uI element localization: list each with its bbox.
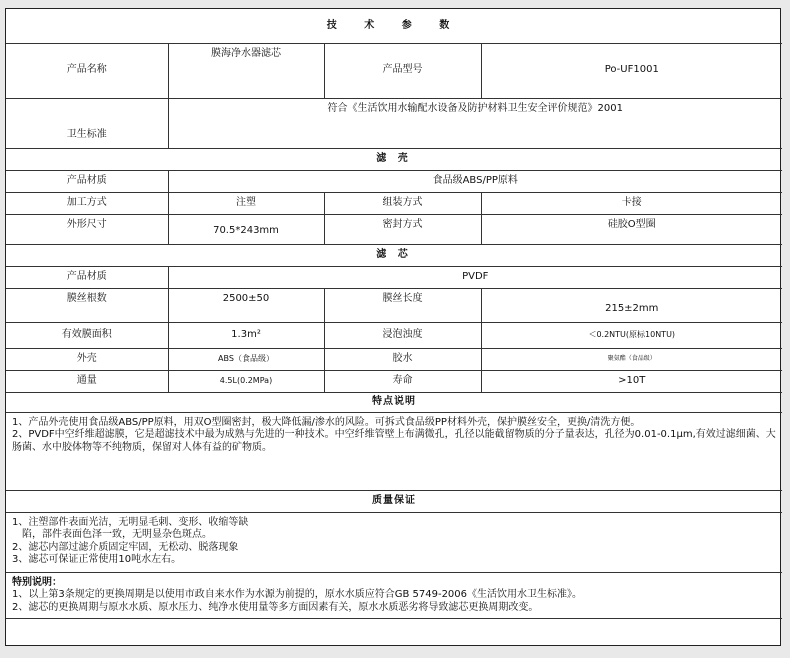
quality-text [6, 512, 782, 572]
features-section-row [6, 392, 782, 412]
core-count-value: 2500±50 [168, 288, 324, 322]
core-length-value: 215±2mm [481, 288, 782, 322]
spec-table [6, 9, 782, 619]
features-text [6, 412, 782, 490]
features-section-title: 特点说明 [6, 392, 782, 412]
shell-size-row [6, 214, 782, 244]
core-life-value: >10T [481, 370, 782, 392]
quality-row [6, 512, 782, 572]
core-count-label: 膜丝根数 [6, 288, 168, 322]
notes-row [6, 572, 782, 619]
product-model-value: Po-UF1001 [481, 43, 782, 98]
core-turbidity-value: ＜0.2NTU(原标10NTU) [481, 322, 782, 348]
shell-size-value: 70.5*243mm [168, 214, 324, 244]
core-turbidity-label: 浸泡浊度 [324, 322, 481, 348]
product-name-value: 膜海净水器滤芯 [168, 43, 324, 98]
page-title: 技 术 参 数 [6, 9, 782, 43]
core-material-value: PVDF [168, 266, 782, 288]
shell-section-title: 滤 壳 [6, 148, 782, 170]
notes-line-1: 1、以上第3条规定的更换周期是以使用市政自来水作为水源为前提的，原水水质应符合GB 5749-2006《生活饮用水卫生标准》。 [12, 589, 583, 600]
spec-sheet [5, 8, 781, 646]
notes-text [6, 572, 782, 619]
shell-process-label: 加工方式 [6, 192, 168, 214]
quality-line-3: 3、滤芯可保证正常使用10吨水左右。 [12, 554, 182, 565]
features-line-1: 1、产品外壳使用食品级ABS/PP原料，用双O型圈密封，极大降低漏/渗水的风险。可拆式食品级PP材料外壳，保护膜丝安全，更换/清洗方便。 [12, 416, 641, 428]
product-model-label: 产品型号 [324, 43, 481, 98]
core-life-label: 寿命 [324, 370, 481, 392]
features-row [6, 412, 782, 490]
features-line-2: 2、PVDF中空纤维超滤膜，它是超滤技术中最为成熟与先进的一种技术。中空纤维管壁上布满微孔，孔径以能截留物质的分子量表达，孔径为0.01-0.1μm,有效过滤细菌、大肠菌、水中胶体物等不纯物质，保留对人体有益的矿物质。 [12, 429, 776, 453]
shell-section-row [6, 148, 782, 170]
shell-material-row [6, 170, 782, 192]
core-flux-label: 通量 [6, 370, 168, 392]
core-material-label: 产品材质 [6, 266, 168, 288]
product-name-label: 产品名称 [6, 43, 168, 98]
shell-assembly-value: 卡接 [481, 192, 782, 214]
title-row [6, 9, 782, 43]
core-length-label: 膜丝长度 [324, 288, 481, 322]
core-area-label: 有效膜面积 [6, 322, 168, 348]
core-count-row [6, 288, 782, 322]
quality-line-2: 2、滤芯内部过滤介质固定牢固，无松动、脱落现象 [12, 541, 239, 553]
core-section-row [6, 244, 782, 266]
notes-line-2: 2、滤芯的更换周期与原水水质、原水压力、纯净水使用量等多方面因素有关，原水水质恶劣将导致滤芯更换周期改变。 [12, 601, 539, 613]
standard-row [6, 98, 782, 148]
core-housing-row [6, 348, 782, 370]
quality-line-1: 1、注塑部件表面光洁，无明显毛刺、变形、收缩等缺 [12, 516, 249, 528]
shell-seal-label: 密封方式 [324, 214, 481, 244]
core-area-value: 1.3m² [168, 322, 324, 348]
core-flux-value: 4.5L(0.2MPa) [168, 370, 324, 392]
standard-value: 符合《生活饮用水输配水设备及防护材料卫生安全评价规范》2001 [168, 98, 782, 148]
core-flux-row [6, 370, 782, 392]
shell-process-value: 注塑 [168, 192, 324, 214]
quality-line-1b: 陷，部件表面色泽一致，无明显杂色斑点。 [22, 529, 212, 540]
shell-material-value: 食品级ABS/PP原料 [168, 170, 782, 192]
standard-label: 卫生标准 [6, 98, 168, 148]
product-row [6, 43, 782, 98]
notes-heading: 特别说明： [12, 576, 62, 588]
shell-size-label: 外形尺寸 [6, 214, 168, 244]
core-housing-value: ABS（食品级） [168, 348, 324, 370]
core-area-row [6, 322, 782, 348]
shell-seal-value: 硅胶O型圈 [481, 214, 782, 244]
core-glue-label: 胶水 [324, 348, 481, 370]
core-section-title: 滤 芯 [6, 244, 782, 266]
shell-process-row [6, 192, 782, 214]
shell-material-label: 产品材质 [6, 170, 168, 192]
shell-assembly-label: 组装方式 [324, 192, 481, 214]
core-material-row [6, 266, 782, 288]
core-housing-label: 外壳 [6, 348, 168, 370]
core-glue-value: 聚氨酯（食品级） [481, 348, 782, 370]
quality-section-title: 质量保证 [6, 490, 782, 512]
quality-section-row [6, 490, 782, 512]
